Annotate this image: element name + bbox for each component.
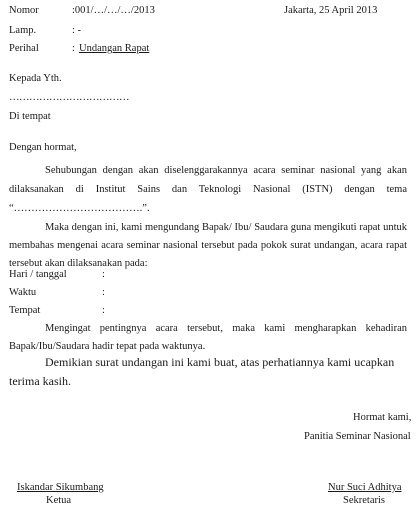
lamp-label: Lamp. (9, 25, 37, 36)
closing-committee: Panitia Seminar Nasional (304, 431, 411, 442)
paragraph-1: Sehubungan dengan akan diselenggarakannya acara seminar nasional yang akan dilaksanakan di Institut Sains dan Teknologi Nasional (ISTN) dengan tema “……………………………….”. (9, 165, 407, 214)
signature-right-name: Nur Suci Adhitya (328, 482, 402, 493)
perihal-value: Undangan Rapat (79, 43, 150, 54)
signature-left-role: Ketua (46, 495, 72, 506)
schedule-colon-time: : (102, 287, 105, 298)
lamp-value: : - (72, 25, 82, 36)
schedule-label-place: Tempat (9, 305, 41, 316)
nomor-value: :001/…/…/…/2013 (72, 5, 155, 16)
nomor-label: Nomor (9, 5, 39, 16)
recipient-line-3: Di tempat (9, 111, 51, 122)
schedule-colon-place: : (102, 305, 105, 316)
perihal-label: Perihal (9, 43, 39, 54)
perihal-colon: : (72, 43, 75, 54)
paragraph-4: Demikian surat undangan ini kami buat, atas perhatiannya kami ucapkan terima kasih. (9, 355, 395, 388)
signature-left-name: Iskandar Sikumbang (17, 482, 104, 493)
schedule-colon-date: : (102, 269, 105, 280)
paragraph-2: Maka dengan ini, kami mengundang Bapak/ Ibu/ Saudara guna mengikuti rapat untuk membahas mengenai acara seminar nasional tersebut pada pokok surat undangan, acara rapat tersebut akan dilaksanakan pada: (9, 222, 407, 269)
greeting: Dengan hormat, (9, 142, 77, 153)
schedule-label-date: Hari / tanggal (9, 269, 67, 280)
schedule-label-time: Waktu (9, 287, 37, 298)
place-date: Jakarta, 25 April 2013 (284, 5, 378, 16)
signature-right-role: Sekretaris (343, 495, 385, 506)
closing-regards: Hormat kami, (353, 412, 412, 423)
recipient-line-1: Kepada Yth. (9, 73, 62, 84)
paragraph-3: Mengingat pentingnya acara tersebut, maka kami mengharapkan kehadiran Bapak/Ibu/Saudara hadir tepat pada waktunya. (9, 323, 407, 352)
recipient-line-2: ……………………………… (9, 92, 129, 103)
